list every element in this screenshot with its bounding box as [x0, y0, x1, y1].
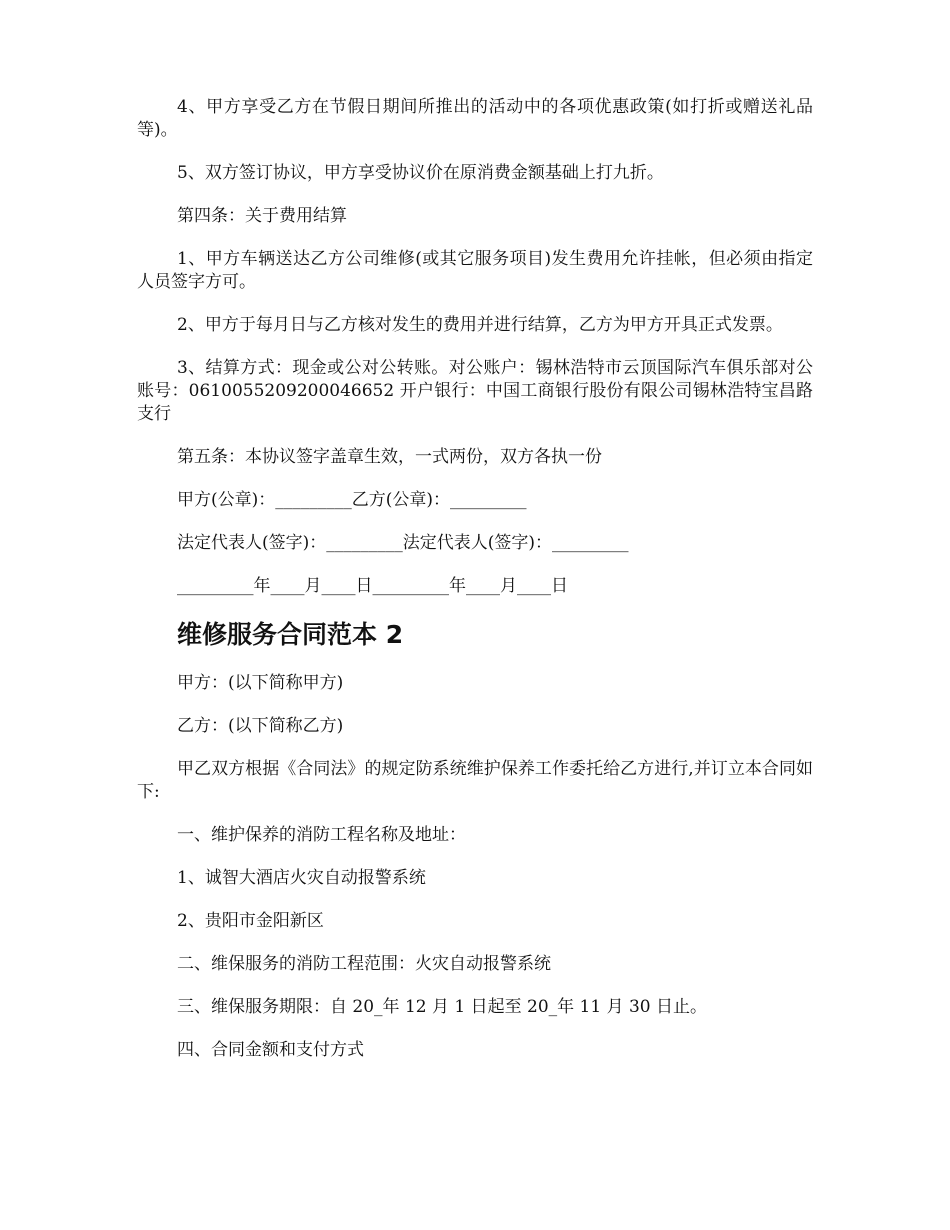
signature-seal-line: 甲方(公章)：_________乙方(公章)：_________: [177, 490, 527, 510]
article-four-title: 第四条：关于费用结算: [177, 206, 347, 226]
section-one-title: 一、维护保养的消防工程名称及地址：: [177, 825, 466, 845]
project-name-item: 1、诚智大酒店火灾自动报警系统: [177, 868, 426, 888]
clause-discount-holiday: 4、甲方享受乙方在节假日期间所推出的活动中的各项优惠政策(如打折或赠送礼品等)。: [137, 97, 813, 140]
clause-payment-method: 3、结算方式：现金或公对公转账。对公账户：锡林浩特市云顶国际汽车俱乐部对公账号：0610055209200046652 开户银行：中国工商银行股份有限公司锡林浩特宝昌路支行: [137, 358, 813, 424]
article-five-title: 第五条：本协议签字盖章生效，一式两份，双方各执一份: [177, 447, 602, 467]
clause-monthly-settlement: 2、甲方于每月日与乙方核对发生的费用并进行结算，乙方为甲方开具正式发票。: [177, 315, 783, 335]
signature-date-line: _________年____月____日_________年____月____日: [177, 576, 568, 596]
clause-discount-agreement: 5、双方签订协议，甲方享受协议价在原消费金额基础上打九折。: [177, 163, 664, 183]
contract-preamble: 甲乙双方根据《合同法》的规定防系统维护保养工作委托给乙方进行,并订立本合同如下:: [137, 759, 813, 802]
contract-template-2-heading: 维修服务合同范本 2: [177, 620, 404, 649]
party-a-line: 甲方：(以下简称甲方): [177, 673, 344, 693]
section-four-title: 四、合同金额和支付方式: [177, 1040, 364, 1060]
document-body: [137, 96, 813, 1082]
party-b-line: 乙方：(以下简称乙方): [177, 716, 344, 736]
section-three-term: 三、维保服务期限：自 20_年 12 月 1 日起至 20_年 11 月 30 日止。: [177, 997, 708, 1017]
signature-representative-line: 法定代表人(签字)：_________法定代表人(签字)：_________: [177, 533, 629, 553]
section-two-scope: 二、维保服务的消防工程范围：火灾自动报警系统: [177, 954, 551, 974]
clause-credit-billing: 1、甲方车辆送达乙方公司维修(或其它服务项目)发生费用允许挂帐，但必须由指定人员签字方可。: [137, 249, 813, 292]
project-address-item: 2、贵阳市金阳新区: [177, 911, 324, 931]
